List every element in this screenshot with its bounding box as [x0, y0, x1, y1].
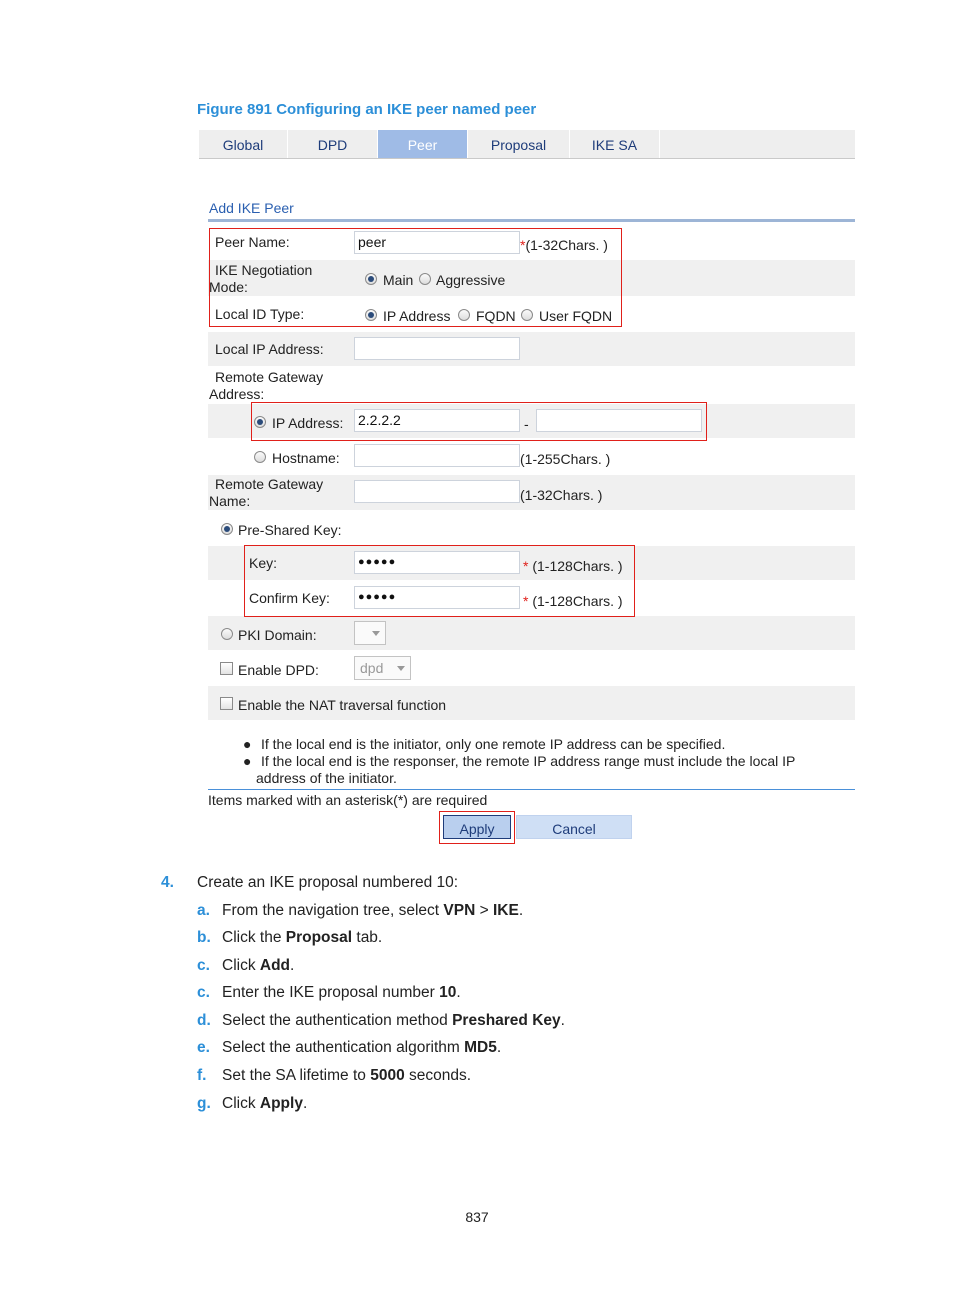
- id-ip-address-label: IP Address: [383, 308, 451, 324]
- substep-c2: [222, 984, 461, 1002]
- remote-gateway-name-hint: (1-32Chars. ): [520, 487, 603, 503]
- substep-d: [222, 1012, 565, 1030]
- substep-text: .: [496, 1039, 502, 1056]
- substep-text: Enter the IKE proposal number: [222, 984, 440, 1001]
- remote-ip-label: IP Address:: [272, 415, 344, 431]
- highlight-remote-ip: [251, 402, 707, 441]
- negotiation-mode-label-line2: Mode:: [209, 279, 248, 295]
- substep-letter: c.: [197, 957, 210, 974]
- remote-gateway-address-label-line2: Address:: [209, 386, 265, 402]
- substep-text: Set the SA lifetime to: [222, 1067, 371, 1084]
- substep-letter: d.: [197, 1012, 211, 1029]
- note-2-continued: address of the initiator.: [256, 770, 397, 786]
- key-hint-text: (1-128Chars. ): [532, 558, 623, 574]
- confirm-key-hint-text: (1-128Chars. ): [532, 593, 623, 609]
- remote-gateway-address-label-line1: Remote Gateway: [215, 369, 324, 385]
- substep-text: .: [560, 1012, 565, 1029]
- required-note: Items marked with an asterisk(*) are required: [208, 792, 488, 808]
- substep-text: .: [290, 957, 295, 974]
- id-fqdn-label: FQDN: [476, 308, 516, 324]
- form-title: Add IKE Peer: [209, 200, 294, 216]
- substep-bold: VPN: [443, 902, 476, 919]
- substep-f: [222, 1067, 471, 1085]
- mode-main-label: Main: [383, 272, 414, 288]
- highlight-apply: [439, 811, 515, 844]
- highlight-keys: [244, 545, 635, 617]
- remote-gateway-name-label-line1: Remote Gateway: [215, 476, 324, 492]
- chevron-down-icon: [372, 631, 380, 636]
- note-1: If the local end is the initiator, only one remote IP address can be specified.: [261, 736, 726, 752]
- hostname-input[interactable]: [354, 444, 520, 467]
- dpd-select[interactable]: [354, 656, 411, 680]
- substep-bold: Proposal: [285, 929, 353, 946]
- highlight-peer-basic: [209, 228, 622, 327]
- substep-text: .: [518, 902, 524, 919]
- substep-text: From the navigation tree, select: [222, 902, 444, 919]
- substep-text: Select the authentication method: [222, 1012, 453, 1029]
- substep-a: [222, 902, 523, 920]
- substep-letter: e.: [197, 1039, 210, 1056]
- negotiation-mode-label-line1: IKE Negotiation: [215, 262, 313, 278]
- substep-text: seconds.: [404, 1067, 472, 1084]
- substep-letter: g.: [197, 1095, 211, 1112]
- figure-caption: Figure 891 Configuring an IKE peer named peer: [197, 101, 537, 118]
- substep-bold: IKE: [492, 902, 519, 919]
- required-mark: *: [523, 593, 529, 609]
- tab-ike-sa[interactable]: IKE SA: [570, 130, 660, 158]
- substep-letter: f.: [197, 1067, 207, 1084]
- substep-text: .: [302, 1095, 308, 1112]
- enable-dpd-label: Enable DPD:: [238, 662, 319, 678]
- substep-letter: c.: [197, 984, 210, 1001]
- peer-name-input[interactable]: peer: [354, 231, 520, 254]
- notes-divider: [208, 789, 855, 790]
- substep-text: .: [456, 984, 461, 1001]
- substep-bold: Apply: [259, 1095, 303, 1112]
- mode-aggressive-label: Aggressive: [436, 272, 506, 288]
- nat-traversal-checkbox[interactable]: [220, 697, 233, 710]
- substep-c1: [222, 957, 294, 975]
- peer-name-label: Peer Name:: [215, 234, 290, 250]
- dpd-select-value: dpd: [360, 660, 384, 676]
- required-mark: *: [520, 237, 526, 253]
- substep-text: Click: [222, 957, 260, 974]
- remote-gateway-name-input[interactable]: [354, 480, 520, 503]
- chevron-down-icon: [397, 666, 405, 671]
- tab-global[interactable]: Global: [199, 130, 288, 158]
- note-2: If the local end is the responser, the remote IP address range must include the local IP: [261, 753, 796, 769]
- required-mark: *: [523, 558, 529, 574]
- step-text: Create an IKE proposal numbered 10:: [197, 874, 459, 891]
- page-number: 837: [465, 1209, 489, 1225]
- tab-dpd[interactable]: DPD: [288, 130, 378, 158]
- substep-bold: Add: [259, 957, 291, 974]
- substep-bold: 5000: [370, 1067, 405, 1084]
- substep-text: Click the: [222, 929, 286, 946]
- tab-peer[interactable]: Peer: [378, 130, 468, 158]
- title-divider: [208, 219, 855, 222]
- substep-g: [222, 1095, 307, 1113]
- substep-bold: Preshared Key: [452, 1012, 561, 1029]
- apply-button[interactable]: Apply: [443, 815, 511, 839]
- hostname-hint: (1-255Chars. ): [520, 451, 611, 467]
- pre-shared-key-label: Pre-Shared Key:: [238, 522, 342, 538]
- hostname-label: Hostname:: [272, 450, 340, 466]
- step-number: 4.: [161, 874, 174, 891]
- note-bullet-1: ●: [243, 736, 252, 752]
- enable-dpd-checkbox[interactable]: [220, 662, 233, 675]
- id-user-fqdn-label: User FQDN: [539, 308, 613, 324]
- remote-ip-start-input[interactable]: 2.2.2.2: [354, 409, 520, 432]
- substep-bold: MD5: [464, 1039, 497, 1056]
- tab-bar: [199, 130, 855, 159]
- peer-name-hint-text: (1-32Chars. ): [525, 237, 608, 253]
- substep-e: [222, 1039, 501, 1057]
- confirm-key-input[interactable]: ●●●●●: [354, 586, 520, 609]
- remote-gateway-name-label-line2: Name:: [209, 493, 251, 509]
- pki-domain-radio[interactable]: [221, 628, 233, 640]
- substep-bold: 10: [439, 984, 457, 1001]
- pki-domain-label: PKI Domain:: [238, 627, 317, 643]
- note-bullet-2: ●: [243, 753, 252, 769]
- local-ip-label: Local IP Address:: [215, 341, 324, 357]
- key-label: Key:: [249, 555, 278, 571]
- substep-letter: b.: [197, 929, 211, 946]
- substep-b: [222, 929, 382, 947]
- tab-proposal[interactable]: Proposal: [468, 130, 570, 158]
- local-id-type-label: Local ID Type:: [215, 306, 305, 322]
- substep-letter: a.: [197, 902, 210, 919]
- substep-text: >: [475, 902, 493, 919]
- local-ip-input[interactable]: [354, 337, 520, 360]
- substep-text: Click: [222, 1095, 260, 1112]
- confirm-key-label: Confirm Key:: [249, 590, 330, 606]
- pki-domain-select[interactable]: [354, 621, 386, 645]
- cancel-button[interactable]: Cancel: [516, 815, 632, 839]
- substep-text: Select the authentication algorithm: [222, 1039, 465, 1056]
- nat-traversal-label: Enable the NAT traversal function: [238, 697, 447, 713]
- substep-text: tab.: [352, 929, 383, 946]
- pre-shared-key-radio[interactable]: [221, 523, 233, 535]
- range-separator: -: [524, 416, 529, 432]
- hostname-radio[interactable]: [254, 451, 266, 463]
- key-input[interactable]: ●●●●●: [354, 551, 520, 574]
